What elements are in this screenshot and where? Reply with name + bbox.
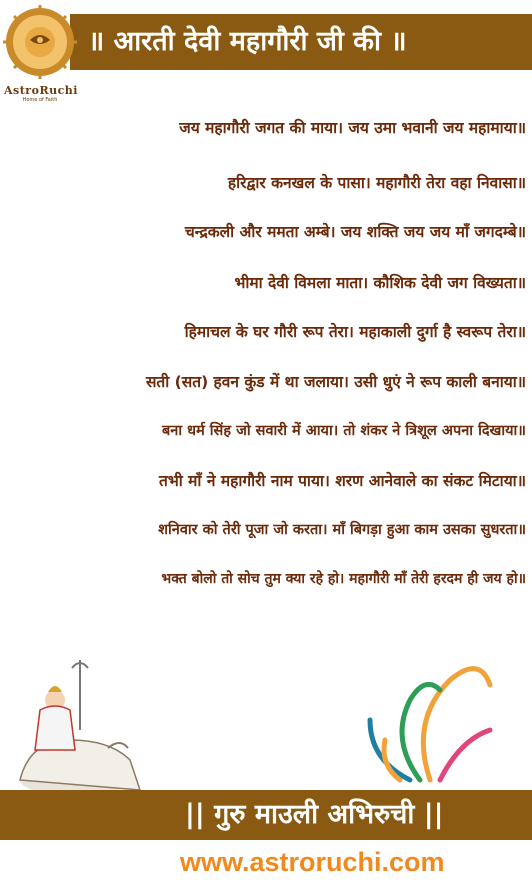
decorative-illustration xyxy=(0,630,532,800)
header xyxy=(0,0,532,103)
aarti-line: भक्त बोलो तो सोच तुम क्या रहे हो। महागौरी माँ तेरी हरदम ही जय हो॥ xyxy=(161,571,526,587)
aarti-line: हरिद्वार कनखल के पासा। महागौरी तेरा वहा निवासा॥ xyxy=(227,174,526,192)
page-title: ॥ आरती देवी महागौरी जी की ॥ xyxy=(88,26,407,57)
aarti-line: हिमाचल के घर गौरी रूप तेरा। महाकाली दुर्गा है स्वरूप तेरा॥ xyxy=(184,323,526,341)
aarti-line: जय महागौरी जगत की माया। जय उमा भवानी जय महामाया॥ xyxy=(179,119,526,137)
aarti-line: सती (सत) हवन कुंड में था जलाया। उसी धुएं ने रूप काली बनाया॥ xyxy=(145,373,526,391)
aarti-line: शनिवार को तेरी पूजा जो करता। माँ बिगड़ा हुआ काम उसका सुधरता॥ xyxy=(158,522,526,538)
footer-title: || गुरु माउली अभिरुची || xyxy=(185,799,444,830)
website-link[interactable]: www.astroruchi.com xyxy=(180,847,445,877)
aarti-line: तभी माँ ने महागौरी नाम पाया। शरण आनेवाले का संकट मिटाया॥ xyxy=(159,472,526,490)
logo-brand: AstroRuchi xyxy=(4,84,78,97)
aarti-line: बना धर्म सिंह जो सवारी में आया। तो शंकर ने त्रिशूल अपना दिखाया॥ xyxy=(162,423,526,439)
logo-tagline: Home of Faith xyxy=(22,97,58,103)
swirl-ornament-icon xyxy=(370,669,490,780)
aarti-line: भीमा देवी विमला माता। कौशिक देवी जग विख्यता॥ xyxy=(234,274,526,292)
goddess-mahagauri-icon xyxy=(20,660,140,796)
aarti-line: चन्द्रकली और ममता अम्बे। जय शक्ति जय जय माँ जगदम्बे॥ xyxy=(184,223,526,241)
